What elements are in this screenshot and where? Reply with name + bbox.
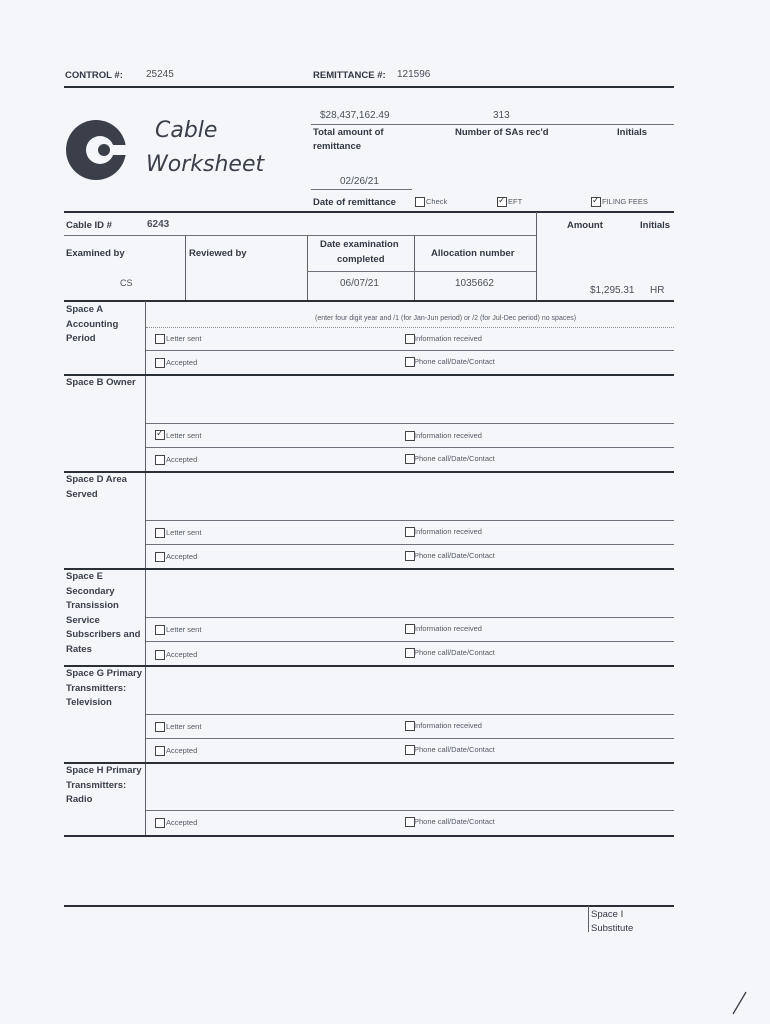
space-e-accepted-checkbox[interactable] — [155, 650, 165, 660]
examined-by-label: Examined by — [66, 248, 125, 259]
cable-initials-label: Initials — [640, 220, 671, 231]
space-e-upper-rule — [146, 617, 674, 618]
space-d-letter-label: Letter sent — [166, 528, 202, 537]
space-g-accepted-label: Accepted — [166, 746, 198, 755]
space-b-bottom-rule — [64, 471, 674, 473]
amount-divider — [536, 212, 537, 300]
space-e-title: Space E Secondary Transission Service Subscribers and Rates — [66, 571, 141, 655]
date-exam-label-1: Date examination — [320, 239, 399, 250]
space-d-upper-rule — [146, 520, 674, 521]
space-g-phone-label: Phone call/Date/Contact — [414, 745, 495, 754]
remittance-label: REMITTANCE #: — [313, 70, 386, 81]
space-a-accepted-label: Accepted — [166, 358, 198, 367]
space-a-info-label: Information received — [414, 334, 482, 343]
space-b-rule — [146, 447, 674, 448]
space-a-rule — [146, 350, 674, 351]
space-h-bottom-rule — [64, 835, 674, 837]
space-e-info-label: Information received — [414, 624, 482, 633]
allocation-value: 1035662 — [455, 278, 494, 289]
space-g-upper-rule — [146, 714, 674, 715]
space-g-accepted-checkbox[interactable] — [155, 746, 165, 756]
allocation-label: Allocation number — [431, 248, 515, 259]
space-e-letter-label: Letter sent — [166, 625, 202, 634]
pen-mark-icon — [730, 990, 750, 1016]
remittance-amount-label-1: Total amount of — [313, 127, 384, 138]
space-h-accepted-label: Accepted — [166, 818, 198, 827]
space-b-upper-rule — [146, 423, 674, 424]
sas-count-value: 313 — [493, 110, 510, 121]
date-exam-divider — [414, 236, 415, 300]
space-h-accepted-checkbox[interactable] — [155, 818, 165, 828]
space-e-accepted-label: Accepted — [166, 650, 198, 659]
space-h-phone-label: Phone call/Date/Contact — [414, 817, 495, 826]
remittance-date-rule — [311, 189, 412, 190]
space-i-substitute-label: Substitute — [591, 923, 634, 932]
remittance-value: 121596 — [397, 69, 431, 80]
cable-id-rule — [64, 211, 674, 213]
examiner-header-rule — [64, 235, 536, 236]
cable-id-value: 6243 — [147, 219, 170, 230]
space-g-letter-checkbox[interactable] — [155, 722, 165, 732]
space-g-letter-label: Letter sent — [166, 722, 202, 731]
amount-value: $1,295.31 — [590, 285, 635, 296]
space-e-bottom-rule — [64, 665, 674, 667]
space-b-letter-checkbox[interactable] — [155, 430, 165, 440]
filing-fees-label: FILING FEES — [602, 197, 648, 206]
logo-title-cable: Cable — [155, 118, 218, 143]
space-b-accepted-checkbox[interactable] — [155, 455, 165, 465]
space-d-letter-checkbox[interactable] — [155, 528, 165, 538]
space-e-rule — [146, 641, 674, 642]
space-b-accepted-label: Accepted — [166, 455, 198, 464]
space-i-divider — [588, 906, 589, 932]
space-a-accepted-checkbox[interactable] — [155, 358, 165, 368]
remittance-amount-value: $28,437,162.49 — [320, 110, 390, 121]
check-label: Check — [426, 197, 448, 206]
header-rule — [64, 86, 674, 88]
remittance-date-label: Date of remittance — [313, 197, 396, 208]
eft-label: EFT — [508, 197, 523, 206]
space-a-letter-checkbox[interactable] — [155, 334, 165, 344]
space-a-bottom-rule — [64, 374, 674, 376]
eft-checkbox[interactable] — [497, 197, 507, 207]
copyright-logo-icon — [64, 118, 132, 182]
spaces-top-rule — [64, 300, 674, 302]
remittance-rule — [311, 124, 674, 125]
control-value: 25245 — [146, 69, 174, 80]
space-a-phone-label: Phone call/Date/Contact — [414, 357, 495, 366]
examined-by-value: CS — [120, 278, 133, 288]
exam-value-rule — [307, 271, 536, 272]
space-d-bottom-rule — [64, 568, 674, 570]
space-d-title: Space D Area Served — [66, 474, 127, 500]
space-g-info-label: Information received — [414, 721, 482, 730]
filing-fees-checkbox[interactable] — [591, 197, 601, 207]
space-b-title: Space B Owner — [66, 377, 136, 388]
remittance-date-value: 02/26/21 — [340, 176, 379, 187]
space-d-accepted-label: Accepted — [166, 552, 198, 561]
date-exam-value: 06/07/21 — [340, 278, 379, 289]
space-d-phone-label: Phone call/Date/Contact — [414, 551, 495, 560]
space-a-note: (enter four digit year and /1 (for Jan-Jun period) or /2 (for Jul-Dec period) no spaces) — [315, 315, 577, 322]
space-a-dotted-rule — [146, 327, 674, 328]
space-e-phone-label: Phone call/Date/Contact — [414, 648, 495, 657]
space-b-letter-label: Letter sent — [166, 431, 202, 440]
space-a-title: Space A Accounting Period — [66, 304, 119, 344]
cable-id-label: Cable ID # — [66, 220, 112, 231]
space-i-label: Space I — [591, 909, 624, 920]
remittance-amount-label-2: remittance — [313, 141, 362, 152]
footer-rule — [64, 905, 674, 907]
sas-label: Number of SAs rec'd — [455, 127, 549, 138]
space-a-letter-label: Letter sent — [166, 334, 202, 343]
space-h-title: Space H Primary Transmitters: Radio — [66, 765, 142, 805]
cable-initials-value: HR — [650, 285, 665, 296]
space-g-bottom-rule — [64, 762, 674, 764]
remittance-initials-label: Initials — [617, 127, 648, 138]
space-g-title: Space G Primary Transmitters: Television — [66, 668, 143, 708]
examined-divider — [185, 236, 186, 300]
space-h-rule — [146, 810, 674, 811]
logo-title-worksheet: Worksheet — [146, 152, 265, 177]
amount-label: Amount — [567, 220, 603, 231]
space-g-rule — [146, 738, 674, 739]
reviewed-by-label: Reviewed by — [189, 248, 247, 259]
space-d-info-label: Information received — [414, 527, 482, 536]
control-label: CONTROL #: — [65, 70, 123, 81]
reviewed-divider — [307, 236, 308, 300]
space-e-letter-checkbox[interactable] — [155, 625, 165, 635]
space-d-accepted-checkbox[interactable] — [155, 552, 165, 562]
check-checkbox[interactable] — [415, 197, 425, 207]
space-b-phone-label: Phone call/Date/Contact — [414, 454, 495, 463]
space-b-info-label: Information received — [414, 431, 482, 440]
space-d-rule — [146, 544, 674, 545]
date-exam-label-2: completed — [337, 254, 385, 265]
